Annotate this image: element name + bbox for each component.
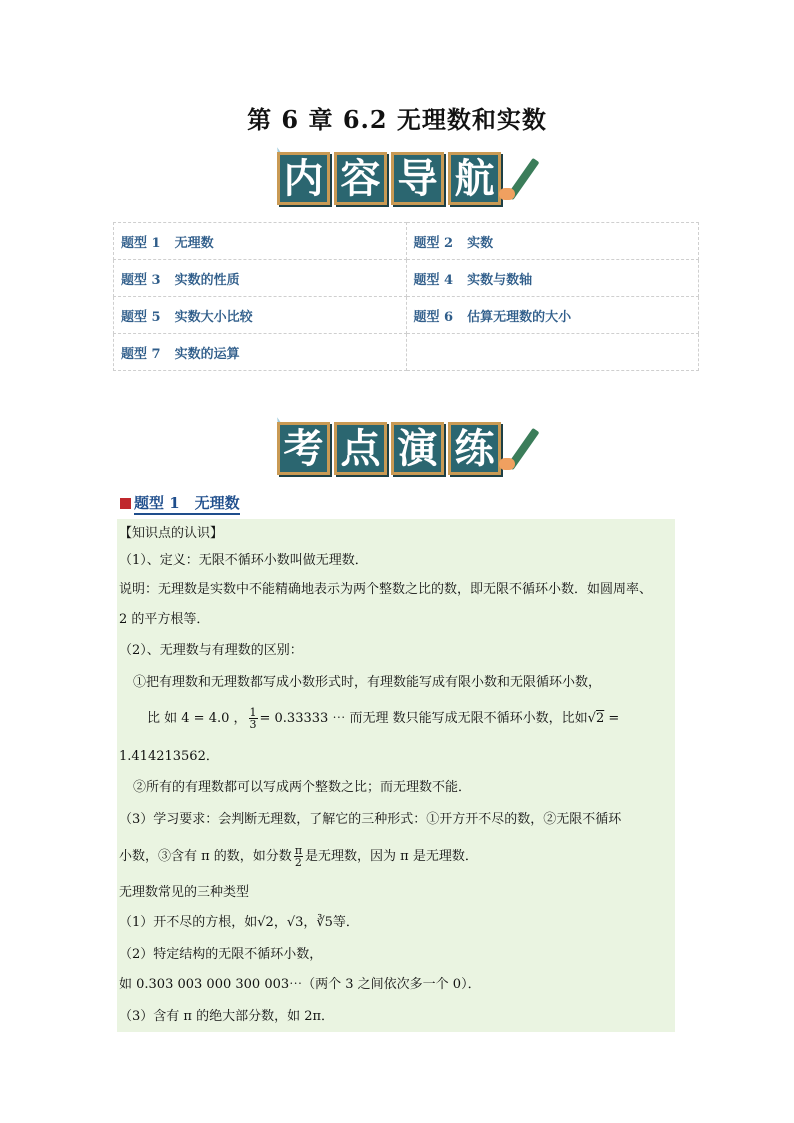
knowledge-line: ①把有理数和无理数都写成小数形式时，有理数能写成有限小数和无限循环小数， — [133, 675, 602, 690]
toc-item[interactable]: 题型 2 实数 — [406, 223, 699, 260]
knowledge-line: ②所有的有理数都可以写成两个整数之比；而无理数不能． — [133, 780, 472, 795]
knowledge-line: 说明：无理数是实数中不能精确地表示为两个整数之比的数，即无限不循环小数．如圆周率、 — [119, 582, 653, 597]
table-row — [114, 223, 699, 260]
table-row — [114, 260, 699, 297]
knowledge-line: （1）开不尽的方根，如√2，√3，∛5等． — [119, 915, 359, 930]
banner-tile: 航 — [448, 152, 501, 205]
banner-tile: 点 — [334, 422, 387, 475]
knowledge-line: （2）特定结构的无限不循环小数， — [119, 947, 323, 962]
knowledge-line: 2 的平方根等． — [119, 612, 210, 627]
banner-tile: 导 — [391, 152, 444, 205]
document-title: 第 6 章 6.2 无理数和实数 — [247, 105, 547, 134]
knowledge-line: 如 0.303 003 000 300 003⋯（两个 3 之间依次多一个 0）． — [119, 977, 481, 992]
knowledge-line: （3）学习要求：会判断无理数，了解它的三种形式：①开方开不尽的数，②无限不循环 — [119, 812, 622, 827]
banner-exam-practice — [272, 422, 527, 484]
hand-icon — [499, 188, 515, 200]
toc-item[interactable]: 题型 7 实数的运算 — [114, 334, 407, 371]
toc-item[interactable]: 题型 6 估算无理数的大小 — [406, 297, 699, 334]
toc-item-empty — [406, 334, 699, 371]
hand-icon — [499, 458, 515, 470]
knowledge-line: 小数，③含有 π 的数，如分数 $\frac{\pi}{2}$ 是无理数，因为 π 是无理数． — [119, 844, 478, 869]
knowledge-line: 1.414213562． — [119, 749, 219, 764]
banner-tile: 演 — [391, 422, 444, 475]
knowledge-line: 无理数常见的三种类型 — [119, 885, 250, 900]
knowledge-header: 【知识点的认识】 — [119, 526, 224, 541]
square-bullet-icon — [120, 498, 131, 509]
knowledge-line: （2）、无理数与有理数的区别： — [119, 643, 303, 658]
section-heading[interactable]: 题型 1 无理数 — [120, 492, 240, 513]
toc-table — [113, 222, 699, 371]
toc-item[interactable]: 题型 1 无理数 — [114, 223, 407, 260]
fraction: $\frac{\pi}{2}$ — [294, 844, 303, 869]
knowledge-line: （3）含有 π 的绝大部分数，如 2π． — [119, 1009, 335, 1024]
knowledge-box — [117, 519, 675, 1032]
knowledge-line: 比 如 4 = 4.0 ， $\frac{1}{3}$ = 0.33333 ⋯ 而无理 数只能写成无限不循环小数，比如√2 = — [147, 706, 620, 731]
toc-item[interactable]: 题型 4 实数与数轴 — [406, 260, 699, 297]
table-row — [114, 334, 699, 371]
banner-tile: 考 — [277, 422, 330, 475]
toc-item[interactable]: 题型 3 实数的性质 — [114, 260, 407, 297]
table-row — [114, 297, 699, 334]
banner-tile: 练 — [448, 422, 501, 475]
banner-tile: 容 — [334, 152, 387, 205]
knowledge-line: （1）、定义：无限不循环小数叫做无理数． — [119, 553, 368, 568]
fraction: $\frac{1}{3}$ — [249, 706, 257, 731]
toc-item[interactable]: 题型 5 实数大小比较 — [114, 297, 407, 334]
banner-tile: 内 — [277, 152, 330, 205]
banner-content-nav — [272, 152, 527, 214]
